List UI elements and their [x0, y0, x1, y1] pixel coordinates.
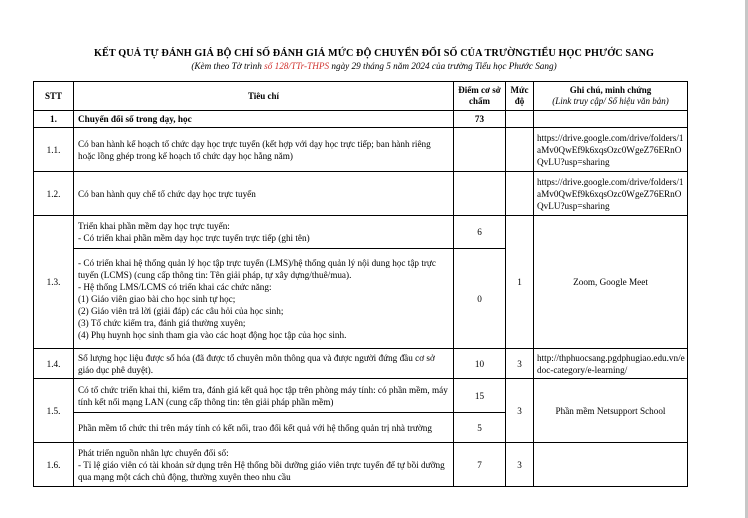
- row-level: 3: [506, 443, 534, 487]
- row-note: [534, 443, 688, 487]
- row-criteria: Phần mềm tổ chức thi trên máy tính có kết nối, trao đổi kết quả với hệ thống quản trị nhà trường: [74, 413, 454, 443]
- header-stt: STT: [34, 82, 74, 111]
- row-criteria: Có ban hành kế hoạch tổ chức dạy học trực tuyến (kết hợp với dạy học trực tiếp; ban hành riêng hoặc lồng ghép trong kế hoạch tổ chức dạy học hằng năm): [74, 128, 454, 172]
- row-level: 1: [506, 216, 534, 349]
- table-row: [34, 172, 688, 216]
- table-row: [34, 379, 688, 413]
- row-stt: 1.5.: [34, 379, 74, 443]
- row-score: 73: [454, 111, 506, 128]
- row-criteria: Triển khai phần mềm dạy học trực tuyến: - Có triển khai phần mềm dạy học trực tuyến trực tiếp (ghi tên): [74, 216, 454, 249]
- row-stt: 1.4.: [34, 349, 74, 379]
- row-score: [454, 128, 506, 172]
- evidence-link[interactable]: http://thphuocsang.pgdphugiao.edu.vn/edoc-category/e-learning/: [534, 349, 688, 379]
- row-level: [506, 172, 534, 216]
- subtitle-reference: số 128/TTr-THPS: [264, 61, 330, 71]
- row-level: [506, 111, 534, 128]
- document-subtitle: [0, 61, 748, 71]
- row-level: 3: [506, 349, 534, 379]
- header-row: [34, 82, 688, 111]
- row-score: 7: [454, 443, 506, 487]
- subtitle-suffix: ngày 29 tháng 5 năm 2024 của trường Tiểu học Phước Sang): [329, 61, 557, 71]
- evidence-link[interactable]: https://drive.google.com/drive/folders/1aMv0QwEf9k6xqsOzc0WgeZ76ERnOQvLU?usp=sharing: [534, 128, 688, 172]
- row-note: [534, 111, 688, 128]
- header-level: Mức độ: [506, 82, 534, 111]
- header-note-subtitle: (Link truy cập/ Số hiệu văn bản): [552, 96, 669, 106]
- row-score: [454, 172, 506, 216]
- evidence-link[interactable]: https://drive.google.com/drive/folders/1aMv0QwEf9k6xqsOzc0WgeZ76ERnOQvLU?usp=sharing: [534, 172, 688, 216]
- evaluation-table: [33, 81, 688, 487]
- row-criteria: Có tổ chức triển khai thi, kiểm tra, đánh giá kết quả học tập trên phòng máy tính: có phần mềm, máy tính kết nối mạng LAN (cung cấp thông tin: tên giải pháp phần mềm): [74, 379, 454, 413]
- row-criteria: Số lượng học liệu được số hóa (đã được tổ chuyên môn thông qua và được người đứng đầu cơ sở giáo dục phê duyệt).: [74, 349, 454, 379]
- row-stt: 1.6.: [34, 443, 74, 487]
- row-level: 3: [506, 379, 534, 443]
- row-score: 10: [454, 349, 506, 379]
- header-criteria: Tiêu chí: [74, 82, 454, 111]
- row-score: 15: [454, 379, 506, 413]
- row-criteria: Phát triển nguồn nhân lực chuyển đổi số: - Tỉ lệ giáo viên có tài khoản sử dụng trên Hệ thống bồi dưỡng giáo viên trực tuyến để tự bồi dưỡng qua mạng một cách chủ động, thường xuyên theo nhu cầu: [74, 443, 454, 487]
- row-note: Zoom, Google Meet: [534, 216, 688, 349]
- subtitle-prefix: (Kèm theo Tờ trình: [191, 61, 265, 71]
- table-row: [34, 443, 688, 487]
- header-score: Điểm cơ sở chấm: [454, 82, 506, 111]
- row-stt: 1.3.: [34, 216, 74, 349]
- table-row: [34, 349, 688, 379]
- row-score: 0: [454, 249, 506, 349]
- row-level: [506, 128, 534, 172]
- row-stt: 1.: [34, 111, 74, 128]
- row-note: Phần mềm Netsupport School: [534, 379, 688, 443]
- header-note: [534, 82, 688, 111]
- table-row: [34, 111, 688, 128]
- header-note-title: Ghi chú, minh chứng: [569, 85, 652, 95]
- row-criteria: Có ban hành quy chế tổ chức dạy học trực tuyến: [74, 172, 454, 216]
- table-row: [34, 216, 688, 249]
- table-row: [34, 128, 688, 172]
- document-title: KẾT QUẢ TỰ ĐÁNH GIÁ BỘ CHỈ SỐ ĐÁNH GIÁ MỨC ĐỘ CHUYỂN ĐỔI SỐ CỦA TRƯỜNGTIỂU HỌC PHƯỚC SANG: [93, 48, 655, 59]
- row-score: 5: [454, 413, 506, 443]
- row-stt: 1.2.: [34, 172, 74, 216]
- row-stt: 1.1.: [34, 128, 74, 172]
- row-criteria: - Có triển khai hệ thống quản lý học tập trực tuyến (LMS)/hệ thống quản lý nội dung học tập trực tuyến (LCMS) (cung cấp thông tin: Tên giải pháp, tự xây dựng/thuê/mua). - Hệ thống LMS/LCMS có triển khai các chức năng: (1) Giáo viên giao bài cho học sinh tự học; (2) Giáo viên trả lời (giải đáp) các câu hỏi của học sinh; (3) Tổ chức kiểm tra, đánh giá thường xuyên; (4) Phụ huynh học sinh tham gia vào các hoạt động học tập của học sinh.: [74, 249, 454, 349]
- row-score: 6: [454, 216, 506, 249]
- row-criteria: Chuyển đổi số trong dạy, học: [74, 111, 454, 128]
